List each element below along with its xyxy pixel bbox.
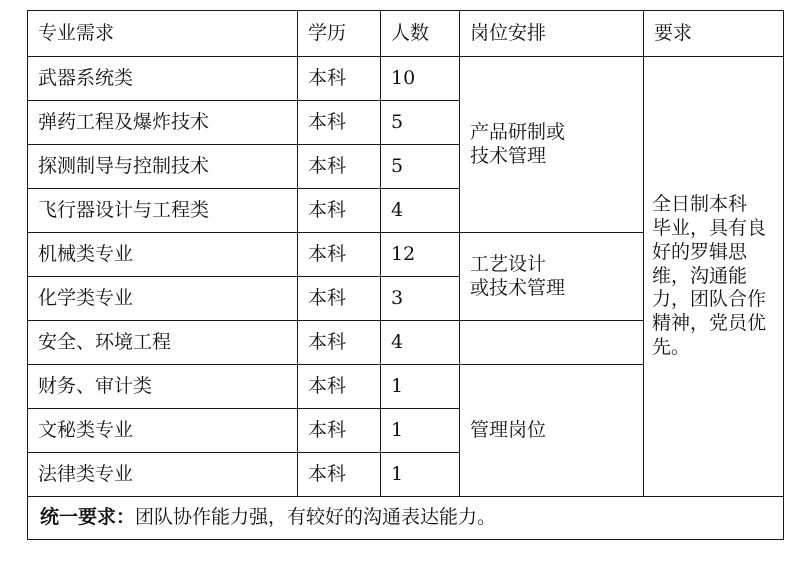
degree-cell: 本科 bbox=[298, 409, 381, 453]
header-requirement: 要求 bbox=[644, 11, 784, 57]
requirement-line: 力，团队合作 bbox=[652, 288, 767, 311]
degree-cell: 本科 bbox=[298, 277, 381, 321]
degree-cell: 本科 bbox=[298, 145, 381, 189]
major-cell: 安全、环境工程 bbox=[28, 321, 298, 365]
requirement-cell bbox=[644, 57, 784, 497]
degree-cell: 本科 bbox=[298, 101, 381, 145]
position-line: 或技术管理 bbox=[470, 276, 566, 299]
count-cell: 3 bbox=[381, 277, 460, 321]
header-count: 人数 bbox=[381, 11, 460, 57]
major-cell: 弹药工程及爆炸技术 bbox=[28, 101, 298, 145]
position-cell bbox=[460, 233, 644, 321]
count-cell: 12 bbox=[381, 233, 460, 277]
count-cell: 5 bbox=[381, 101, 460, 145]
major-cell: 文秘类专业 bbox=[28, 409, 298, 453]
major-cell: 机械类专业 bbox=[28, 233, 298, 277]
position-line: 产品研制或 bbox=[470, 120, 566, 143]
degree-cell: 本科 bbox=[298, 453, 381, 497]
position-line: 工艺设计 bbox=[470, 252, 547, 275]
header-position: 岗位安排 bbox=[460, 11, 644, 57]
degree-cell: 本科 bbox=[298, 189, 381, 233]
count-cell: 1 bbox=[381, 365, 460, 409]
degree-cell: 本科 bbox=[298, 321, 381, 365]
footer-row bbox=[28, 497, 784, 540]
degree-cell: 本科 bbox=[298, 233, 381, 277]
major-cell: 武器系统类 bbox=[28, 57, 298, 101]
position-cell bbox=[460, 57, 644, 233]
requirement-line: 毕业，具有良 bbox=[652, 217, 767, 240]
table-row bbox=[28, 57, 784, 101]
count-cell: 4 bbox=[381, 189, 460, 233]
header-degree: 学历 bbox=[298, 11, 381, 57]
header-major: 专业需求 bbox=[28, 11, 298, 57]
count-cell: 5 bbox=[381, 145, 460, 189]
major-cell: 财务、审计类 bbox=[28, 365, 298, 409]
major-cell: 化学类专业 bbox=[28, 277, 298, 321]
recruitment-table bbox=[27, 10, 784, 540]
count-cell: 10 bbox=[381, 57, 460, 101]
footer-text: 团队协作能力强，有较好的沟通表达能力。 bbox=[135, 506, 497, 529]
degree-cell: 本科 bbox=[298, 365, 381, 409]
requirement-line: 维，沟通能 bbox=[652, 264, 748, 287]
requirement-line: 好的罗辑思 bbox=[652, 240, 748, 263]
major-cell: 飞行器设计与工程类 bbox=[28, 189, 298, 233]
count-cell: 4 bbox=[381, 321, 460, 365]
major-cell: 探测制导与控制技术 bbox=[28, 145, 298, 189]
footer-label: 统一要求： bbox=[40, 506, 136, 529]
header-row bbox=[28, 11, 784, 57]
position-line: 技术管理 bbox=[470, 144, 547, 167]
major-cell: 法律类专业 bbox=[28, 453, 298, 497]
degree-cell: 本科 bbox=[298, 57, 381, 101]
count-cell: 1 bbox=[381, 453, 460, 497]
position-cell-empty bbox=[460, 321, 644, 365]
requirement-line: 精神，党员优 bbox=[652, 312, 767, 335]
footer-cell bbox=[28, 497, 784, 540]
requirement-line: 先。 bbox=[652, 335, 691, 358]
count-cell: 1 bbox=[381, 409, 460, 453]
requirement-line: 全日制本科 bbox=[652, 193, 748, 216]
position-line: 管理岗位 bbox=[470, 418, 547, 441]
position-cell bbox=[460, 365, 644, 497]
